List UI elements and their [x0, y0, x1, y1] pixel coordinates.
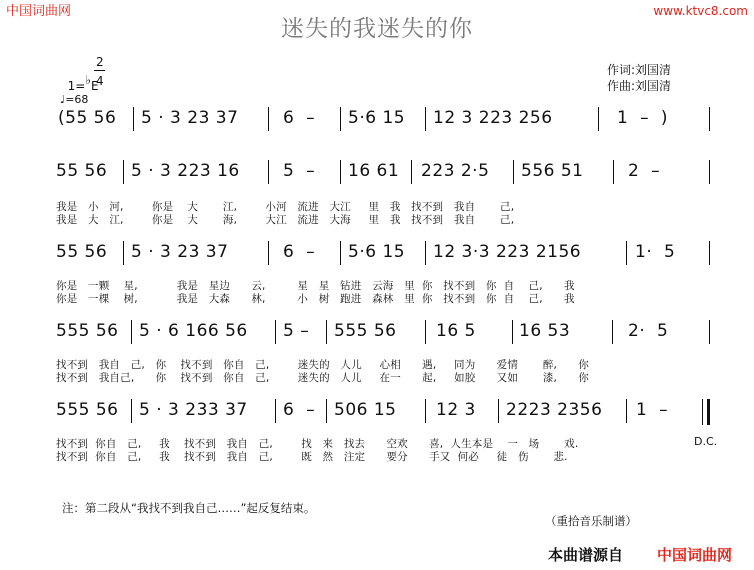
lyrics-verse-2: 你是 一棵 树, 我是 大森 林, 小 树 跑进 森林 里 你 找不到 你 自 己, 我	[56, 293, 575, 305]
measure: 1 – )	[617, 108, 669, 128]
barline	[598, 107, 599, 131]
barline	[425, 320, 426, 344]
key-flat: ♭	[85, 73, 92, 87]
score-row-2	[0, 160, 754, 184]
measure: 223 2·5	[421, 161, 490, 181]
barline	[626, 241, 627, 265]
measure: 12 3 223 256	[433, 108, 553, 128]
barline	[340, 160, 341, 184]
lyrics-verse-1: 找不到 你自 己, 我 找不到 我自 己, 找 来 找去 空欢 喜, 人生本是 一 场 戏.	[56, 438, 579, 450]
measure: 55 56	[56, 161, 108, 181]
barline	[612, 320, 613, 344]
lyricist-credit: 作词:刘国清	[607, 63, 672, 77]
measure: 5 –	[283, 161, 316, 181]
da-capo-mark: D.C.	[694, 435, 718, 448]
measure: 1 –	[636, 400, 669, 420]
measure: 5 · 3 233 37	[139, 400, 248, 420]
barline	[425, 107, 426, 131]
lyrics-verse-2: 找不到 我自己, 你 找不到 你自 己, 迷失的 人儿 在一 起, 如胶 又如 漆, 你	[56, 372, 589, 384]
barline	[133, 107, 134, 131]
measure: 16 61	[348, 161, 400, 181]
measure: 5 · 3 223 16	[131, 161, 240, 181]
measure: 555 56	[56, 321, 119, 341]
barline	[709, 320, 710, 344]
watermark-right[interactable]: www.ktvc8.com	[653, 4, 748, 18]
measure: 16 53	[519, 321, 571, 341]
measure: 55 56	[56, 242, 108, 262]
barline	[709, 160, 710, 184]
barline	[268, 160, 269, 184]
time-line	[94, 70, 105, 71]
barline	[275, 320, 276, 344]
song-title: 迷失的我迷失的你	[281, 16, 473, 42]
barline	[512, 320, 513, 344]
measure: 6 –	[283, 108, 316, 128]
measure: 2 –	[628, 161, 661, 181]
barline	[498, 399, 499, 423]
barline	[275, 399, 276, 423]
barline	[326, 320, 327, 344]
barline	[411, 160, 412, 184]
measure: 555 56	[56, 400, 119, 420]
measure: (55 56	[58, 108, 117, 128]
barline	[425, 241, 426, 265]
performance-note: 注：第二段从“我找不到我自己……”起反复结束。	[62, 501, 316, 515]
key-note: E	[91, 79, 99, 93]
measure: 556 51	[521, 161, 584, 181]
measure: 12 3	[436, 400, 476, 420]
measure: 5 · 3 23 37	[141, 108, 239, 128]
key-signature	[60, 68, 99, 92]
producer-credit: （重拾音乐制谱）	[545, 514, 637, 528]
barline	[340, 241, 341, 265]
barline	[268, 241, 269, 265]
barline	[513, 160, 514, 184]
lyrics-verse-2: 找不到 你自 己, 我 找不到 我自 己, 既 然 注定 要分 手又 何必 徒 伤 悲.	[56, 451, 568, 463]
measure: 2223 2356	[506, 400, 603, 420]
score-row-4	[0, 320, 754, 344]
lyrics-verse-1: 你是 一颗 星, 我是 星边 云, 星 星 钻进 云海 里 你 找不到 你 自 己, 我	[56, 280, 575, 292]
measure: 5 –	[283, 321, 310, 341]
measure: 1· 5	[635, 242, 676, 262]
barline	[123, 160, 124, 184]
barline	[268, 107, 269, 131]
time-top: 2	[96, 55, 104, 69]
watermark-left: 中国词曲网	[6, 4, 72, 19]
score-row-5	[0, 399, 754, 423]
barline	[613, 160, 614, 184]
lyrics-verse-1: 找不到 我自 己, 你 找不到 你自 己, 迷失的 人儿 心相 遇, 同为 爱情 醉, 你	[56, 359, 589, 371]
measure: 5 · 3 23 37	[131, 242, 229, 262]
measure: 555 56	[334, 321, 397, 341]
key-prefix: 1=	[67, 79, 86, 93]
measure: 5 · 6 166 56	[139, 321, 248, 341]
barline	[709, 241, 710, 265]
measure: 5·6 15	[348, 242, 406, 262]
measure: 12 3·3 223 2156	[433, 242, 582, 262]
barline	[123, 241, 124, 265]
lyrics-verse-1: 我是 小 河, 你是 大 江, 小河 流进 大江 里 我 找不到 我自 己,	[56, 201, 515, 213]
measure: 6 –	[283, 400, 316, 420]
composer-credit: 作曲:刘国清	[607, 79, 672, 93]
barline	[131, 320, 132, 344]
score-row-3	[0, 241, 754, 265]
score-row-1	[0, 107, 754, 131]
final-barline-thin	[702, 399, 703, 425]
barline	[626, 399, 627, 423]
barline	[131, 399, 132, 423]
barline	[709, 107, 710, 131]
measure: 16 5	[436, 321, 476, 341]
barline	[326, 399, 327, 423]
time-bottom: 4	[96, 74, 104, 88]
barline	[425, 399, 426, 423]
measure: 2· 5	[628, 321, 669, 341]
final-barline-thick	[707, 399, 710, 425]
tempo-mark: ♩=68	[60, 93, 89, 106]
source-label: 本曲谱源自	[548, 546, 624, 564]
source-site[interactable]: 中国词曲网	[657, 546, 733, 564]
barline	[340, 107, 341, 131]
measure: 5·6 15	[348, 108, 406, 128]
lyrics-verse-2: 我是 大 江, 你是 大 海, 大江 流进 大海 里 我 找不到 我自 己,	[56, 214, 515, 226]
measure: 506 15	[334, 400, 397, 420]
measure: 6 –	[283, 242, 316, 262]
